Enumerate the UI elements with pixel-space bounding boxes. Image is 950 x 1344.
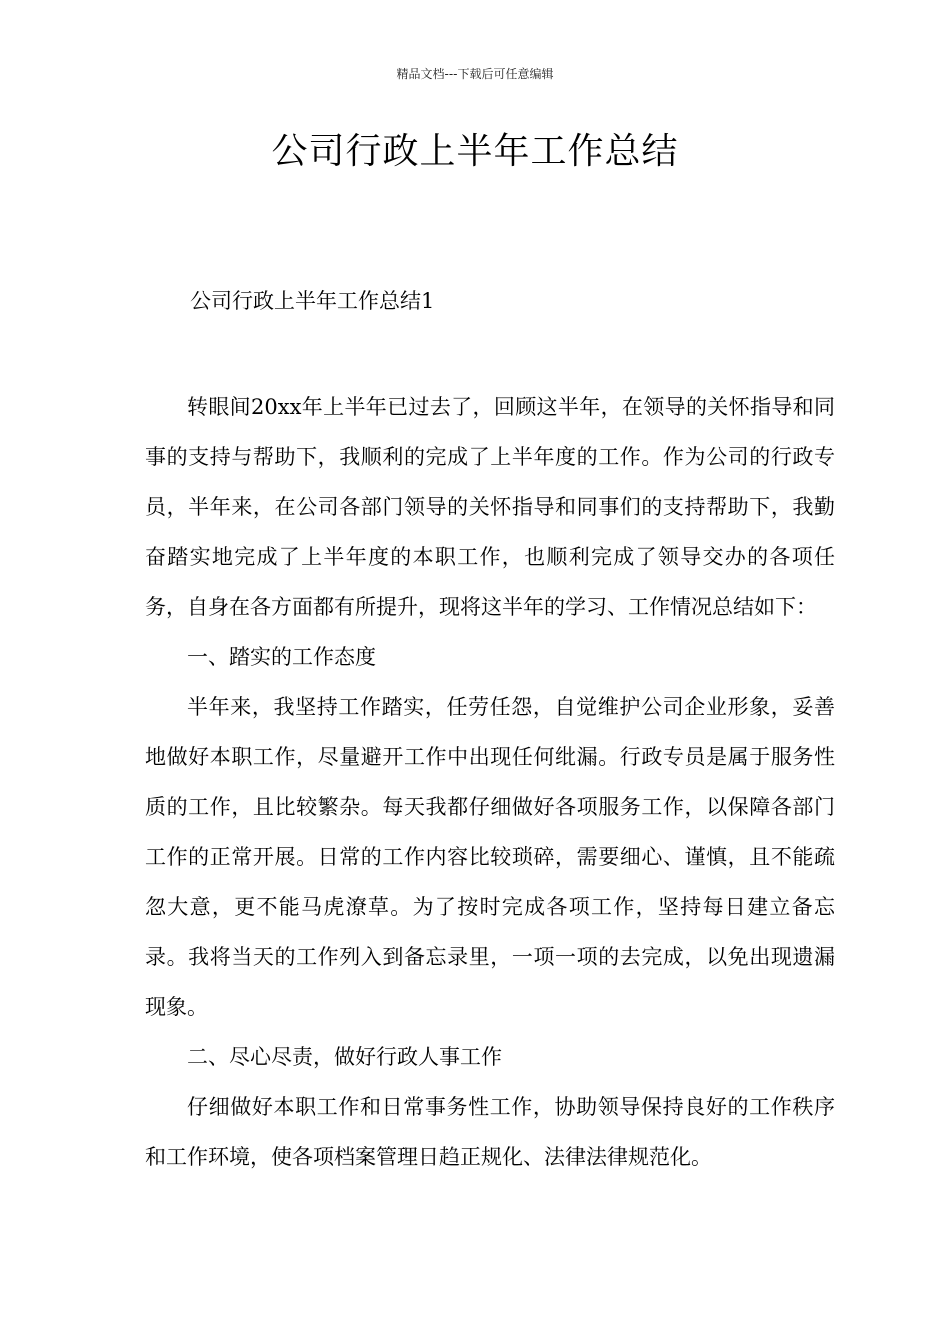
section-heading-1: 一、踏实的工作态度 bbox=[187, 645, 376, 669]
document-subtitle: 公司行政上半年工作总结1 bbox=[190, 289, 435, 313]
document-title: 公司行政上半年工作总结 bbox=[271, 131, 679, 172]
section-heading-2: 二、尽心尽责，做好行政人事工作 bbox=[187, 1045, 502, 1069]
header-note: 精品文档---下载后可任意编辑 bbox=[396, 67, 554, 81]
intro-paragraph: 转眼间20xx年上半年已过去了，回顾这半年，在领导的关怀指导和同事的支持与帮助下，我顺利的完成了上半年度的工作。作为公司的行政专员，半年来，在公司各部门领导的关怀指导和同事们的支持帮助下，我勤奋踏实地完成了上半年度的本职工作，也顺利完成了领导交办的各项任务，自身在各方面都有所提升，现将这半年的学习、工作情况总结如下： bbox=[145, 395, 835, 619]
document-body bbox=[145, 382, 835, 1182]
section-1-paragraph: 半年来，我坚持工作踏实，任劳任怨，自觉维护公司企业形象，妥善地做好本职工作，尽量避开工作中出现任何纰漏。行政专员是属于服务性质的工作，且比较繁杂。每天我都仔细做好各项服务工作，以保障各部门工作的正常开展。日常的工作内容比较琐碎，需要细心、谨慎，且不能疏忽大意，更不能马虎潦草。为了按时完成各项工作，坚持每日建立备忘录。我将当天的工作列入到备忘录里，一项一项的去完成，以免出现遗漏现象。 bbox=[145, 695, 835, 1019]
section-2-paragraph: 仔细做好本职工作和日常事务性工作，协助领导保持良好的工作秩序和工作环境，使各项档案管理日趋正规化、法律法律规范化。 bbox=[145, 1095, 835, 1169]
